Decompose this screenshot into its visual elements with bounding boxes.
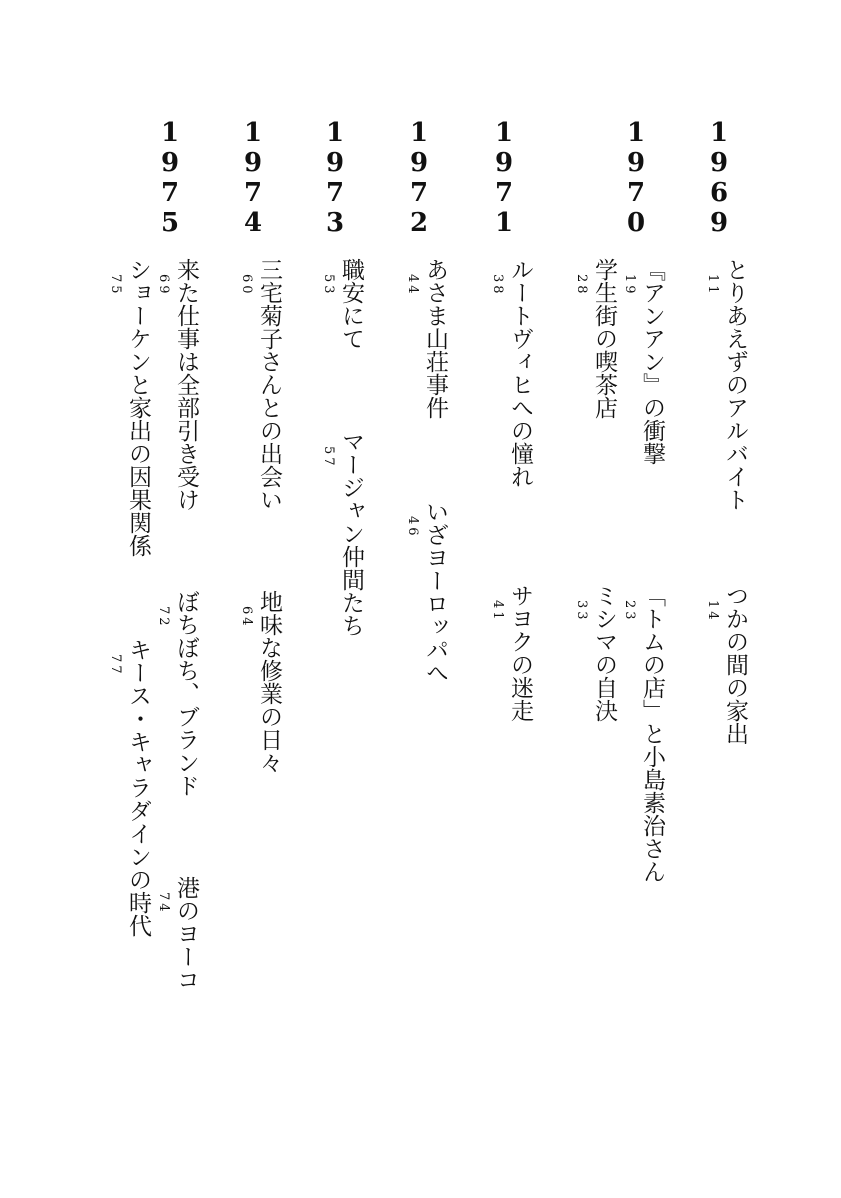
page-number: 19 <box>622 274 637 297</box>
entry-title: 地味な修業の日々 <box>256 590 282 774</box>
toc-entry <box>403 500 448 684</box>
year-digit: 9 <box>494 148 514 178</box>
year-digit: 2 <box>409 208 429 238</box>
year-digit: 1 <box>160 118 180 148</box>
entry-title: ルートヴィヒへの憧れ <box>507 258 533 488</box>
year-digit: 9 <box>160 148 180 178</box>
entry-title: ミシマの自決 <box>591 584 617 722</box>
entry-title: 「トムの店」と小島素治さん <box>639 584 665 883</box>
year-digit: 9 <box>325 148 345 178</box>
page-number: 57 <box>321 446 336 469</box>
page-number: 11 <box>705 274 720 297</box>
year-digit: 9 <box>409 148 429 178</box>
page-number: 28 <box>574 274 589 297</box>
entry-title: いざヨーロッパへ <box>422 500 448 684</box>
toc-entry <box>154 876 199 991</box>
page-number: 75 <box>108 274 123 297</box>
year-heading <box>614 118 658 238</box>
year-digit: 7 <box>494 178 514 208</box>
toc-entry <box>106 638 151 937</box>
page-number: 14 <box>705 600 720 623</box>
year-heading <box>148 118 192 238</box>
year-digit: 1 <box>325 118 345 148</box>
year-heading <box>397 118 441 238</box>
year-digit: 0 <box>626 208 646 238</box>
entry-title: 港のヨーコ <box>173 876 199 991</box>
page-number: 77 <box>108 654 123 677</box>
toc-entry <box>154 258 199 511</box>
toc-entry <box>703 258 748 511</box>
page-number: 33 <box>574 600 589 623</box>
year-heading <box>697 118 741 238</box>
year-digit: 7 <box>626 178 646 208</box>
year-digit: 1 <box>709 118 729 148</box>
page-number: 69 <box>156 274 171 297</box>
entry-title: とりあえずのアルバイト <box>722 258 748 511</box>
year-heading <box>482 118 526 238</box>
entry-title: 三宅菊子さんとの出会い <box>256 258 282 511</box>
entry-title: 『アンアン』の衝撃 <box>639 258 665 465</box>
page-number: 60 <box>239 274 254 297</box>
year-digit: 9 <box>626 148 646 178</box>
year-digit: 1 <box>243 118 263 148</box>
page-number: 44 <box>405 274 420 297</box>
toc-entry <box>703 584 748 745</box>
page-number: 74 <box>156 892 171 915</box>
entry-title: 職安にて <box>338 258 364 350</box>
page-number: 53 <box>321 274 336 297</box>
year-heading <box>313 118 357 238</box>
toc-entry <box>237 258 282 511</box>
entry-title: サヨクの迷走 <box>507 584 533 722</box>
toc-entry <box>572 584 617 722</box>
page-number: 38 <box>490 274 505 297</box>
page-number: 46 <box>405 516 420 539</box>
toc-entry <box>319 258 364 350</box>
page-number: 72 <box>156 606 171 629</box>
year-digit: 5 <box>160 208 180 238</box>
toc-entry <box>403 258 448 419</box>
toc-entry <box>106 258 151 557</box>
entry-title: キース・キャラダインの時代 <box>125 638 151 937</box>
toc-entry <box>237 590 282 774</box>
entry-title: 来た仕事は全部引き受け <box>173 258 199 511</box>
entry-title: あさま山荘事件 <box>422 258 448 419</box>
page-number: 41 <box>490 600 505 623</box>
year-digit: 4 <box>243 208 263 238</box>
page-number: 64 <box>239 606 254 629</box>
year-digit: 7 <box>409 178 429 208</box>
year-digit: 1 <box>494 208 514 238</box>
year-digit: 9 <box>243 148 263 178</box>
toc-entry <box>488 584 533 722</box>
year-digit: 1 <box>494 118 514 148</box>
year-digit: 7 <box>160 178 180 208</box>
entry-title: ショーケンと家出の因果関係 <box>125 258 151 557</box>
year-heading <box>231 118 275 238</box>
year-digit: 7 <box>243 178 263 208</box>
year-digit: 6 <box>709 178 729 208</box>
year-digit: 9 <box>709 148 729 178</box>
entry-title: つかの間の家出 <box>722 584 748 745</box>
year-digit: 1 <box>409 118 429 148</box>
toc-entry <box>620 584 665 883</box>
entry-title: マージャン仲間たち <box>338 430 364 637</box>
page-number: 23 <box>622 600 637 623</box>
year-digit: 3 <box>325 208 345 238</box>
year-digit: 1 <box>626 118 646 148</box>
toc-entry <box>319 430 364 637</box>
year-digit: 7 <box>325 178 345 208</box>
entry-title: ぼちぼち、ブランド <box>173 590 199 797</box>
toc-entry <box>572 258 617 419</box>
toc-entry <box>488 258 533 488</box>
year-digit: 9 <box>709 208 729 238</box>
toc-entry <box>620 258 665 465</box>
toc-entry <box>154 590 199 797</box>
entry-title: 学生街の喫茶店 <box>591 258 617 419</box>
